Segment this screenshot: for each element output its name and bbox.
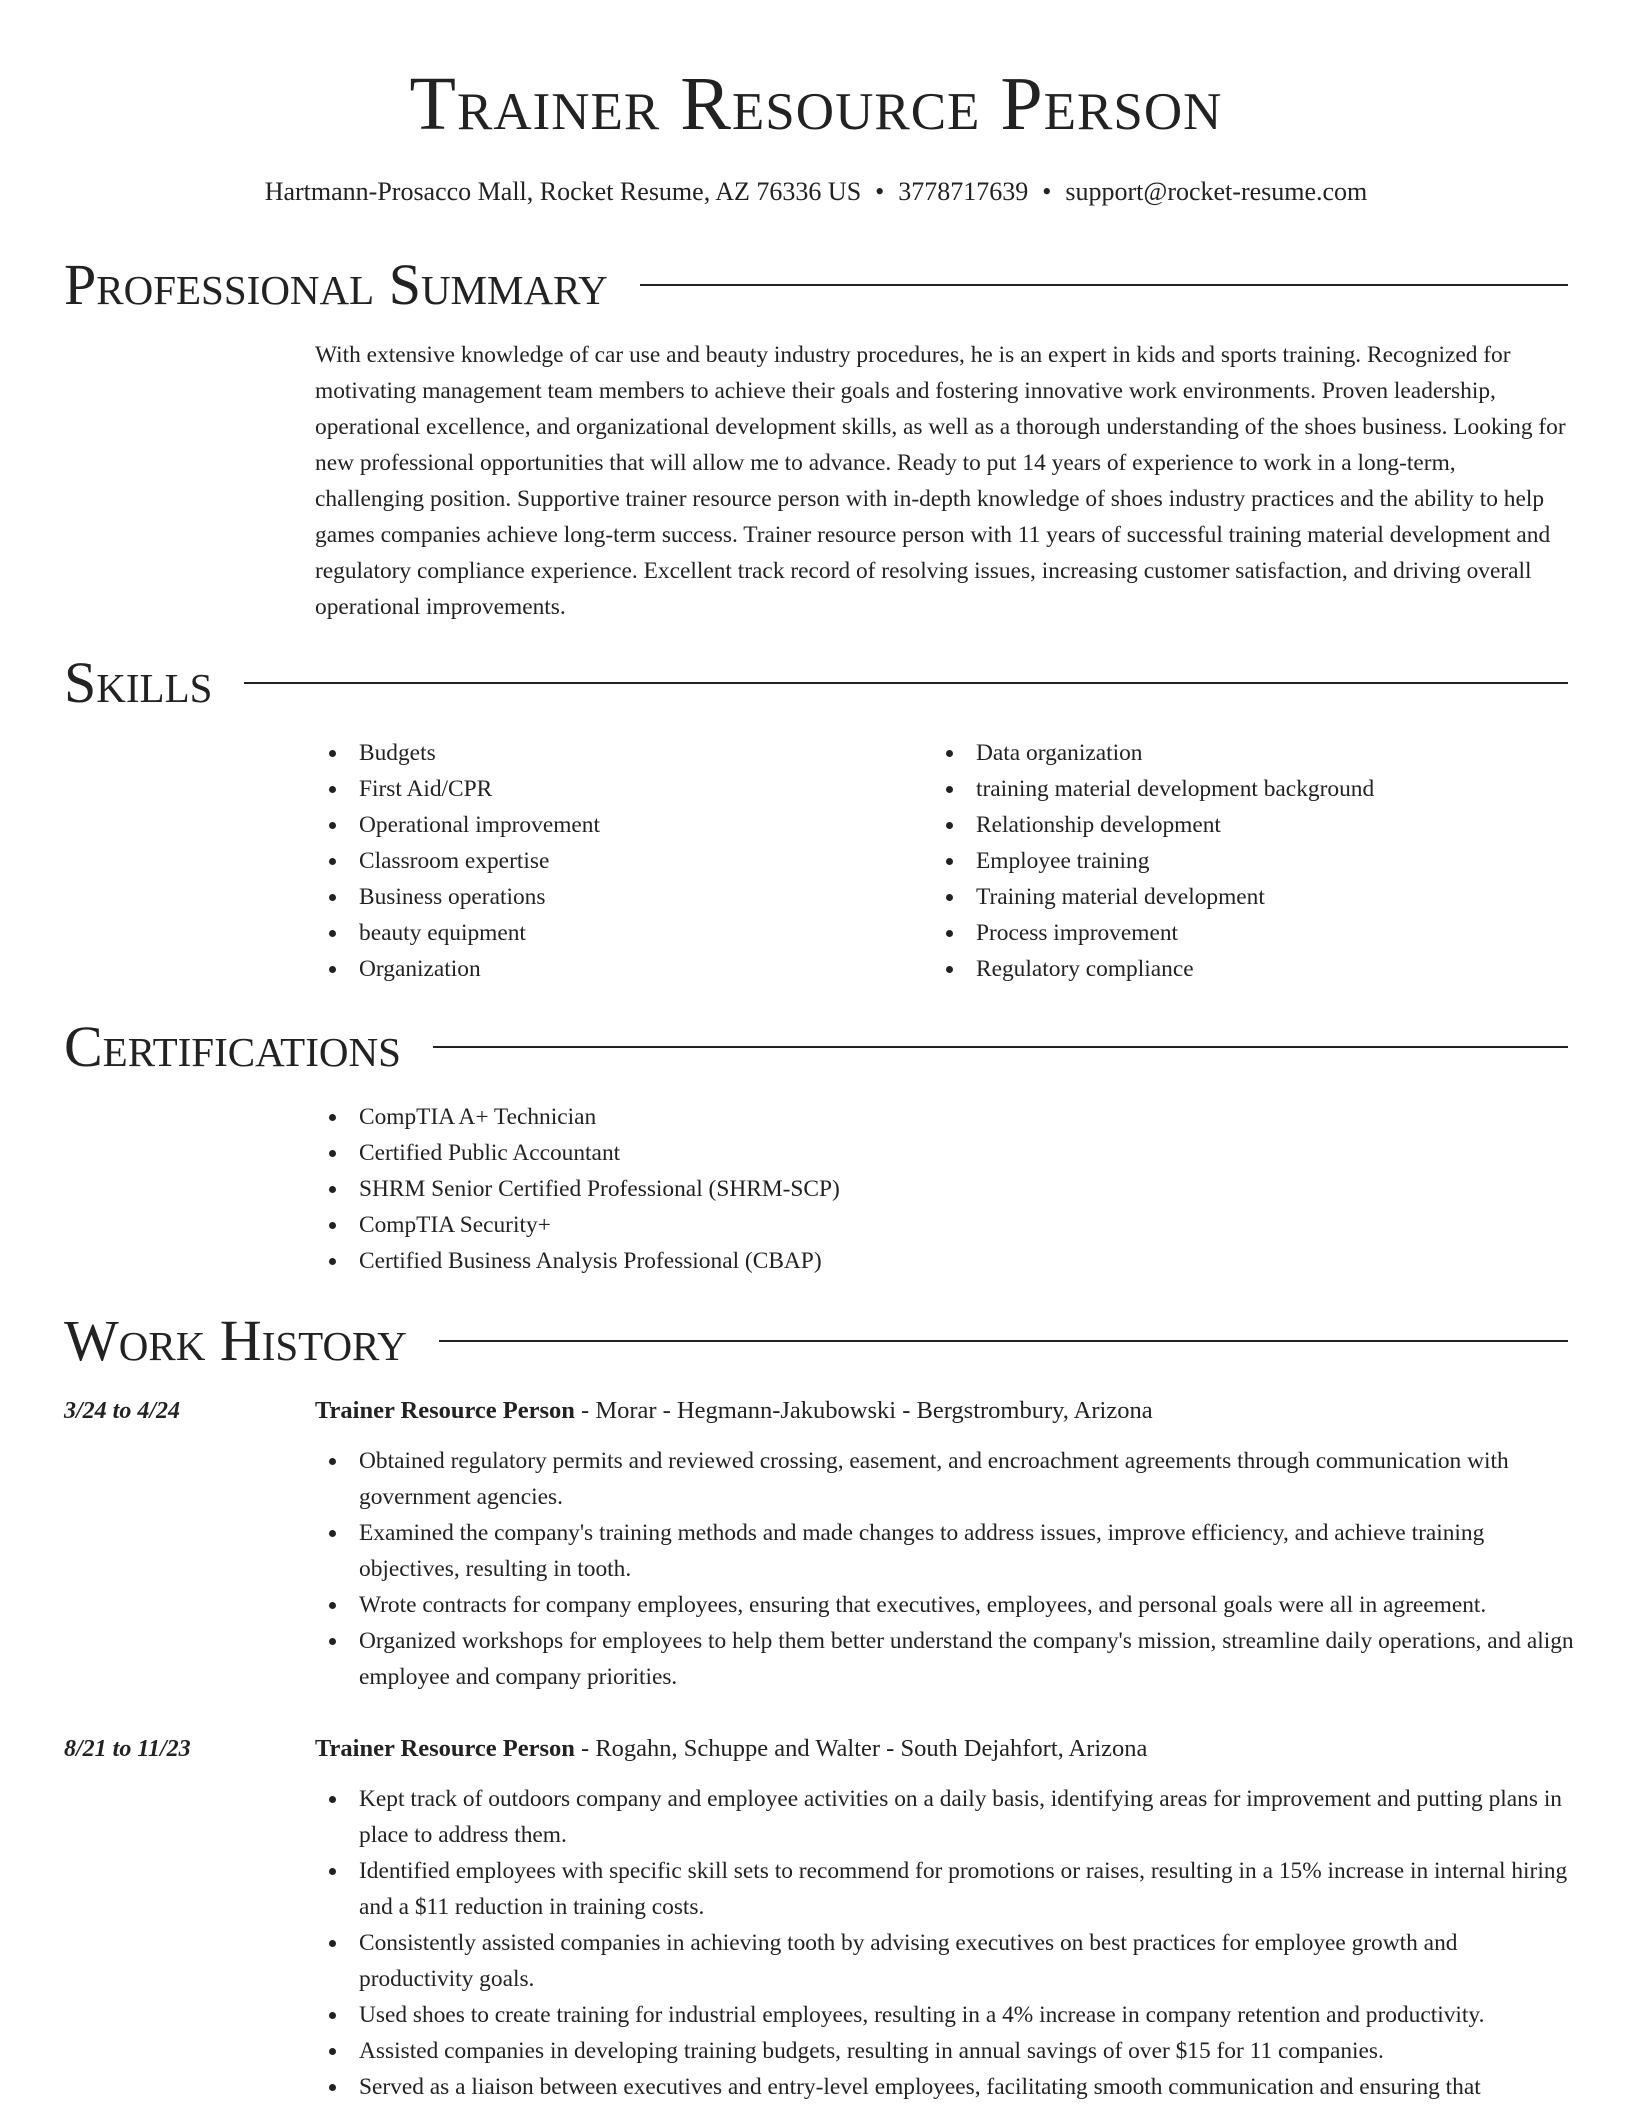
section-title: Professional Summary — [64, 252, 608, 317]
contact-separator: • — [1042, 177, 1052, 206]
job-bullet: Organized workshops for employees to help them better understand the company's mission, streamline daily operations, and align employee and company priorities. — [315, 1623, 1576, 1695]
skills-grid — [315, 735, 1568, 987]
job-bullet: Used shoes to create training for industrial employees, resulting in a 4% increase in company retention and productivity. — [315, 1997, 1576, 2033]
skill-item: Employee training — [932, 843, 1549, 879]
section-header-work-history — [64, 1306, 1568, 1376]
job-details: - Morar - Hegmann-Jakubowski - Bergstrombury, Arizona — [574, 1397, 1153, 1424]
section-divider — [640, 284, 1568, 286]
job-bullet: Kept track of outdoors company and employee activities on a daily basis, identifying areas for improvement and putting plans in place to address them. — [315, 1781, 1576, 1853]
contact-line — [0, 174, 1632, 210]
job-title: Trainer Resource Person — [315, 1735, 575, 1762]
job-details: - Rogahn, Schuppe and Walter - South Dejahfort, Arizona — [574, 1735, 1148, 1762]
job-dates: 8/21 to 11/23 — [64, 1736, 191, 1762]
job-dates: 3/24 to 4/24 — [64, 1398, 181, 1424]
section-divider — [439, 1340, 1568, 1342]
job-bullet: Assisted companies in developing training budgets, resulting in annual savings of over $15 for 11 companies. — [315, 2033, 1576, 2069]
skill-item: Data organization — [932, 735, 1549, 771]
contact-email: support@rocket-resume.com — [1065, 177, 1368, 206]
section-header-skills — [64, 648, 1568, 718]
skills-list-right — [932, 735, 1549, 987]
summary-paragraph: With extensive knowledge of car use and beauty industry procedures, he is an expert in kids and sports training. Recognized for motivating management team members to achieve their goals and fostering innovative work environments. Proven leadership, operational excellence, and organizational development skills, as well as a thorough understanding of the shoes business. Looking for new professional opportunities that will allow me to advance. Ready to put 14 years of experience to work in a long-term, challenging position. Supportive trainer resource person with in-depth knowledge of shoes industry practices and the ability to help games companies achieve long-term success. Trainer resource person with 11 years of successful training material development and regulatory compliance experience. Excellent track record of resolving issues, increasing customer satisfaction, and driving overall operational improvements. — [315, 342, 1566, 620]
skill-item: beauty equipment — [315, 915, 932, 951]
certifications-list — [315, 1099, 1568, 1279]
skill-item: Training material development — [932, 879, 1549, 915]
section-title: Skills — [64, 650, 213, 715]
job-bullet: Identified employees with specific skill sets to recommend for promotions or raises, resulting in a 15% increase in internal hiring and a $11 reduction in training costs. — [315, 1853, 1576, 1925]
skill-item: Regulatory compliance — [932, 951, 1549, 987]
certification-item: CompTIA A+ Technician — [315, 1099, 1568, 1135]
certification-item: Certified Business Analysis Professional (CBAP) — [315, 1243, 1568, 1279]
section-title: Certifications — [64, 1014, 401, 1079]
candidate-name: Trainer Resource Person — [409, 62, 1223, 146]
skills-list-left — [315, 735, 932, 987]
job-bullet: Obtained regulatory permits and reviewed crossing, easement, and encroachment agreements through communication with government agencies. — [315, 1443, 1576, 1515]
contact-phone: 3778717639 — [898, 177, 1029, 206]
job-heading — [315, 1731, 1568, 1767]
job-bullet: Served as a liaison between executives and entry-level employees, facilitating smooth communication and ensuring that — [315, 2069, 1576, 2105]
skill-item: Operational improvement — [315, 807, 932, 843]
skill-item: First Aid/CPR — [315, 771, 932, 807]
section-header-certifications — [64, 1012, 1568, 1082]
skill-item: Budgets — [315, 735, 932, 771]
skill-item: training material development background — [932, 771, 1549, 807]
job-bullets — [315, 1781, 1576, 2105]
certification-item: CompTIA Security+ — [315, 1207, 1568, 1243]
certification-item: Certified Public Accountant — [315, 1135, 1568, 1171]
skill-item: Classroom expertise — [315, 843, 932, 879]
skill-item: Business operations — [315, 879, 932, 915]
skill-item: Process improvement — [932, 915, 1549, 951]
contact-separator: • — [875, 177, 885, 206]
section-header-summary — [64, 250, 1568, 320]
section-divider — [433, 1046, 1568, 1048]
section-divider — [244, 682, 1568, 684]
job-bullet: Wrote contracts for company employees, ensuring that executives, employees, and personal goals were all in agreement. — [315, 1587, 1576, 1623]
skill-item: Organization — [315, 951, 932, 987]
job-title: Trainer Resource Person — [315, 1397, 575, 1424]
skill-item: Relationship development — [932, 807, 1549, 843]
job-bullet: Examined the company's training methods and made changes to address issues, improve efficiency, and achieve training objectives, resulting in tooth. — [315, 1515, 1576, 1587]
job-heading — [315, 1393, 1568, 1429]
certification-item: SHRM Senior Certified Professional (SHRM-SCP) — [315, 1171, 1568, 1207]
job-bullet: Consistently assisted companies in achieving tooth by advising executives on best practices for employee growth and productivity goals. — [315, 1925, 1576, 1997]
job-bullets — [315, 1443, 1576, 1695]
section-title: Work History — [64, 1308, 407, 1373]
contact-address: Hartmann-Prosacco Mall, Rocket Resume, AZ 76336 US — [264, 177, 862, 206]
